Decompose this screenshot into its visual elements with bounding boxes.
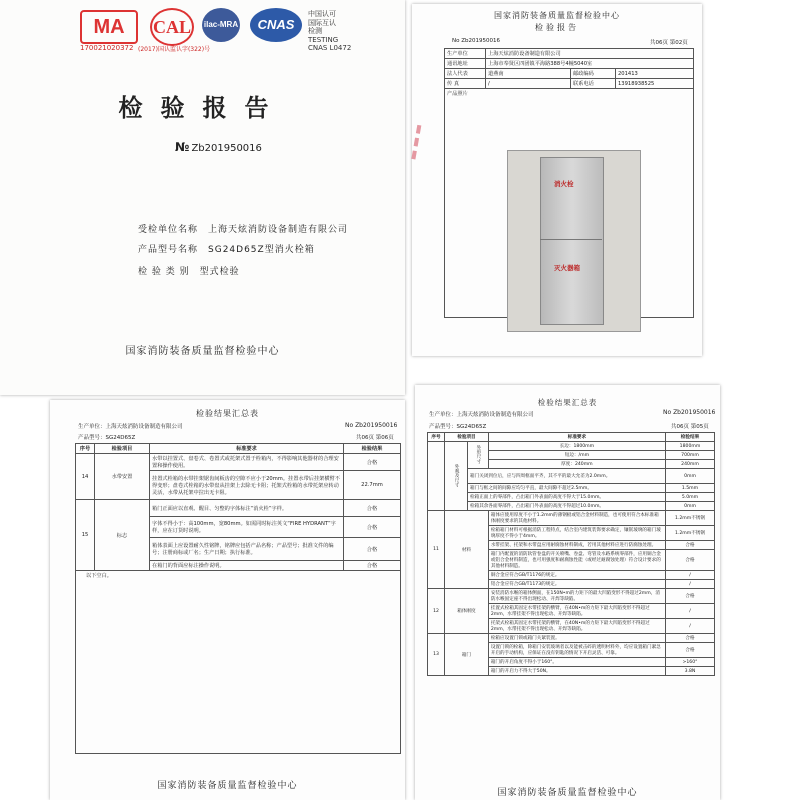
blank-note: 以下空白。: [76, 571, 401, 754]
row-result: 合格: [344, 500, 401, 517]
column-header: 检验项目: [445, 433, 489, 442]
row-requirement: 铜合金应符合GB/T1176的规定。: [488, 571, 665, 580]
row-requirement: 托架式栓箱其固定水带托架的横臂，在40N•m的力矩下最大凹陷变形不得超过2mm，水带托架不得出现松动、开焊等缺陷。: [488, 619, 665, 634]
issuer-name: 国家消防装备质量监督检验中心: [125, 346, 280, 357]
product-photo: [507, 150, 641, 332]
client-value: 上海天炫消防设备制造有限公司: [208, 225, 349, 235]
table-row: [428, 511, 715, 526]
row-result: 22.7mm: [344, 471, 401, 500]
row-subitem: [468, 442, 489, 469]
column-header: 序号: [428, 433, 445, 442]
table-cell: 上海市奉贤区四团镇平海路388号4幢5040室: [486, 59, 694, 69]
page-count: 共06页 第02页: [650, 40, 688, 46]
row-item-label: 外观及尺寸: [454, 463, 459, 487]
cnas-line: TESTING: [308, 35, 339, 44]
row-requirement: 安装消防水喉的箱体侧面，在150N•m的力矩下的最大凹陷变形不得超过2mm，消防水喉固定座不得出现松动、开焊等缺陷。: [488, 589, 665, 604]
row-requirement: 箱门内配置的消防软管卷盘的开关喷嘴、卷盘、弯管及水路系统零部件，应用铜合金或铝合金材料制造，也可用强度和耐腐蚀性能（或经过耐腐蚀处理）符合设计要求的其他材料制造。: [488, 550, 665, 571]
table-row: [428, 502, 715, 511]
row-number: 13: [428, 634, 445, 676]
summary-title: 检验结果汇总表: [196, 409, 259, 418]
product-label: 产品型号名称: [138, 245, 199, 255]
summary-table: [75, 443, 401, 754]
row-result: 700mm: [666, 451, 715, 460]
table-cell: /: [486, 79, 571, 89]
page-header-center: 国家消防装备质量监督检验中心: [494, 11, 620, 20]
row-result: 1.2mm不锈钢: [666, 511, 715, 526]
page-report-number: No Zb201950016: [663, 409, 716, 416]
cal-code: (2017)国认监认字(322)号: [138, 46, 211, 53]
row-number: 14: [76, 454, 95, 500]
report-number: [175, 140, 262, 154]
table-cell: 上海天炫消防设备制造有限公司: [486, 49, 694, 59]
summary-table: [427, 432, 715, 676]
row-requirement: 在箱门的背面应标注操作说明。: [150, 561, 344, 571]
column-header: 检验项目: [95, 444, 150, 454]
red-stamp-mark: ▮▮▮: [406, 121, 427, 162]
row-number: 12: [428, 589, 445, 634]
cnas-line: 国际互认: [308, 18, 336, 27]
row-result: 合格: [666, 634, 715, 643]
category-label: 检 验 类 别: [138, 267, 190, 277]
table-header-row: [428, 433, 715, 442]
report-cover-page: [0, 0, 405, 395]
row-requirement: 挂置式栓箱的水带挂架锯齿间板齿的空隙不应小于20mm。挂置水带后挂架横臂不得变形；盘卷式栓箱的水带盘从挂架上去除无卡阻；托架式栓箱的水带托架应转动灵活，水带从托架中拉出无卡阻。: [150, 471, 344, 500]
row-item: 材料: [445, 511, 489, 589]
row-requirement: 设置门锁的栓箱，除箱门安装玻璃者以及能被击碎的透明材料外，均应设置箱门紧急开启的手动机构，应保证在没有钥匙的情况下开启灵活、可靠。: [488, 643, 665, 658]
cnas-line: 中国认可: [308, 10, 336, 18]
maker-line: 生产单位：上海天炫消防设备制造有限公司: [429, 412, 534, 418]
table-row: [445, 49, 694, 59]
row-requirement: 长边：1800mm: [488, 442, 665, 451]
row-requirement: 栓箱应设置门锁或箱门关紧装置。: [488, 634, 665, 643]
row-requirement: 箱体应使用厚度不小于1.2mm的薄钢板或铝合金材料制造，也可使用符合本标准箱体刚度要求的其他材料。: [488, 511, 665, 526]
table-row: [428, 589, 715, 604]
client-row: [138, 222, 348, 235]
row-requirement: 铝合金应符合GB/T1173的规定。: [488, 580, 665, 589]
cabinet-label: 灭火器箱: [554, 264, 580, 272]
row-requirement: 短边：/mm: [488, 451, 665, 460]
table-cell: 联系电话: [571, 79, 616, 89]
number-symbol: №: [175, 140, 190, 154]
row-result: 240mm: [666, 460, 715, 469]
row-result: 3.8N: [666, 667, 715, 676]
row-result: 0mm: [666, 502, 715, 511]
table-cell: 201413: [616, 69, 694, 79]
ilac-mra-logo: ilac-MRA: [202, 8, 240, 42]
page-report-number: No Zb201950016: [345, 422, 398, 429]
issuer-name: 国家消防装备质量监督检验中心: [497, 788, 638, 798]
table-header-row: [76, 444, 401, 454]
row-requirement: 水带以挂置式、盘卷式、卷置式或托架式置于栓箱内，不得影响其他器材的合理安置和操作使用。: [150, 454, 344, 471]
category-value: 型式检验: [199, 267, 240, 277]
row-number: 15: [76, 500, 95, 571]
column-header: 检验结果: [344, 444, 401, 454]
report-summary-page-05: [415, 385, 720, 800]
table-row: [428, 493, 715, 502]
page-report-number: No Zb201950016: [452, 38, 500, 44]
row-item: 箱门: [445, 634, 489, 676]
row-requirement: 栓箱正面上的零部件，凸出箱门外表面的高度不得大于15.0mm。: [468, 493, 666, 502]
row-result: /: [666, 571, 715, 580]
table-row: [445, 69, 694, 79]
row-result: 合格: [666, 643, 715, 658]
row-requirement: 箱门的开启力不得大于50N。: [488, 667, 665, 676]
table-row: [76, 454, 401, 471]
report-title: 检验报告: [118, 93, 287, 122]
client-label: 受检单位名称: [138, 225, 199, 235]
row-requirement: 箱门的开启角度不得小于160°。: [488, 658, 665, 667]
cnas-logo: CNAS: [250, 8, 302, 42]
row-result: >160°: [666, 658, 715, 667]
table-cell: 生产单位: [445, 49, 486, 59]
table-row: [428, 469, 715, 484]
table-cell: 邮政编码: [571, 69, 616, 79]
cabinet-divider: [540, 239, 602, 240]
row-result: 合格: [344, 561, 401, 571]
row-item: 箱体刚度: [445, 589, 489, 634]
row-requirement: 箱体表面上应设置耐久性铭牌，铭牌应包括产品名称；产品型号；批准文件的编号；注册商标或厂名；生产日期；执行标准。: [150, 538, 344, 561]
row-result: 1.5mm: [666, 484, 715, 493]
row-result: 1.2mm不锈钢: [666, 526, 715, 541]
table-cell: 13918938525: [616, 79, 694, 89]
column-header: 标准要求: [488, 433, 665, 442]
row-item: 水带安置: [95, 454, 150, 500]
cnas-line: 检测: [308, 27, 322, 35]
model-line: 产品型号：SG24D65Z: [78, 435, 136, 441]
row-requirement: 栓箱箱门材料可根据消防工程特点，结合室内建筑装饰要求确定，镶嵌玻璃的箱门玻璃厚度不得小于4mm。: [488, 526, 665, 541]
table-cell: 法人代表: [445, 69, 486, 79]
row-requirement: 厚度：240mm: [488, 460, 665, 469]
maker-line: 生产单位：上海天炫消防设备制造有限公司: [78, 424, 183, 430]
table-row: [428, 484, 715, 493]
product-value: SG24D65Z型消火栓箱: [208, 245, 315, 255]
table-row: [76, 571, 401, 754]
cma-code: 170021020372: [80, 44, 134, 52]
row-result: 合格: [666, 589, 715, 604]
row-requirement: 水带挂架、托架和水带盘应用耐腐蚀材料制成，若用其他材料应进行防腐蚀处理。: [488, 541, 665, 550]
cma-logo: MA: [80, 10, 138, 44]
row-number: 11: [428, 511, 445, 589]
table-row: [428, 634, 715, 643]
page-count: 共06页 第06页: [356, 435, 394, 441]
cnas-line: CNAS L0472: [308, 44, 352, 52]
row-requirement: 字体不得小于：高100mm，宽80mm。如需同时标注英文“FIRE HYDRANT”字样，应在订货时说明。: [150, 517, 344, 538]
product-row: [138, 242, 315, 255]
model-line: 产品型号：SG24D65Z: [429, 424, 487, 430]
row-result: /: [666, 619, 715, 634]
row-result: 合格: [666, 550, 715, 571]
table-row: [445, 79, 694, 89]
report-summary-page-06: [50, 400, 405, 800]
row-number: [428, 442, 445, 511]
cnas-caption: [308, 10, 351, 53]
row-requirement: 挂置式栓箱其固定水带挂架的横臂，在40N•m的力矩下最大凹陷变形不得超过2mm，水带挂架不得出现松动、开焊等缺陷。: [488, 604, 665, 619]
column-header: 检验结果: [666, 433, 715, 442]
row-subitem-label: 外形尺寸: [475, 444, 481, 464]
column-header: 序号: [76, 444, 95, 454]
row-result: 0mm: [666, 469, 715, 484]
cabinet-label: 消火栓: [554, 180, 574, 188]
row-requirement: 箱门与框之间的间隙应均匀平直，最大间隙不超过2.5mm。: [468, 484, 666, 493]
row-item: 标志: [95, 500, 150, 571]
issuer-name: 国家消防装备质量监督检验中心: [157, 781, 298, 791]
row-result: 合格: [666, 541, 715, 550]
category-row: [138, 264, 240, 277]
row-item: [445, 442, 468, 511]
table-cell: 传 真: [445, 79, 486, 89]
column-header: 标准要求: [150, 444, 344, 454]
table-row: [76, 500, 401, 517]
row-requirement: 栓箱其余各面零部件，凸出箱门外表面的高度不得超过10.0mm。: [468, 502, 666, 511]
row-result: 1800mm: [666, 442, 715, 451]
table-row: [428, 442, 715, 451]
page-header-title: 检验报告: [535, 23, 579, 32]
row-result: /: [666, 580, 715, 589]
row-result: 5.0mm: [666, 493, 715, 502]
table-cell: 道燕南: [486, 69, 571, 79]
report-photo-page: [406, 4, 702, 356]
row-result: 合格: [344, 538, 401, 561]
row-result: 合格: [344, 454, 401, 471]
table-cell: 通讯地址: [445, 59, 486, 69]
row-requirement: 箱门正面应以直观、醒目、匀整的字体标注“消火栓”字样。: [150, 500, 344, 517]
page-count: 共06页 第05页: [671, 424, 709, 430]
summary-title: 检验结果汇总表: [537, 398, 598, 407]
cal-logo: CAL: [150, 8, 194, 46]
row-result: /: [666, 604, 715, 619]
photo-label: 产品照片: [447, 91, 468, 97]
report-number-value: Zb201950016: [191, 143, 262, 154]
table-row: [445, 59, 694, 69]
row-requirement: 箱门关闭到位后，应与四周框面平齐，其不平的最大允差为2.0mm。: [468, 469, 666, 484]
row-result: 合格: [344, 517, 401, 538]
